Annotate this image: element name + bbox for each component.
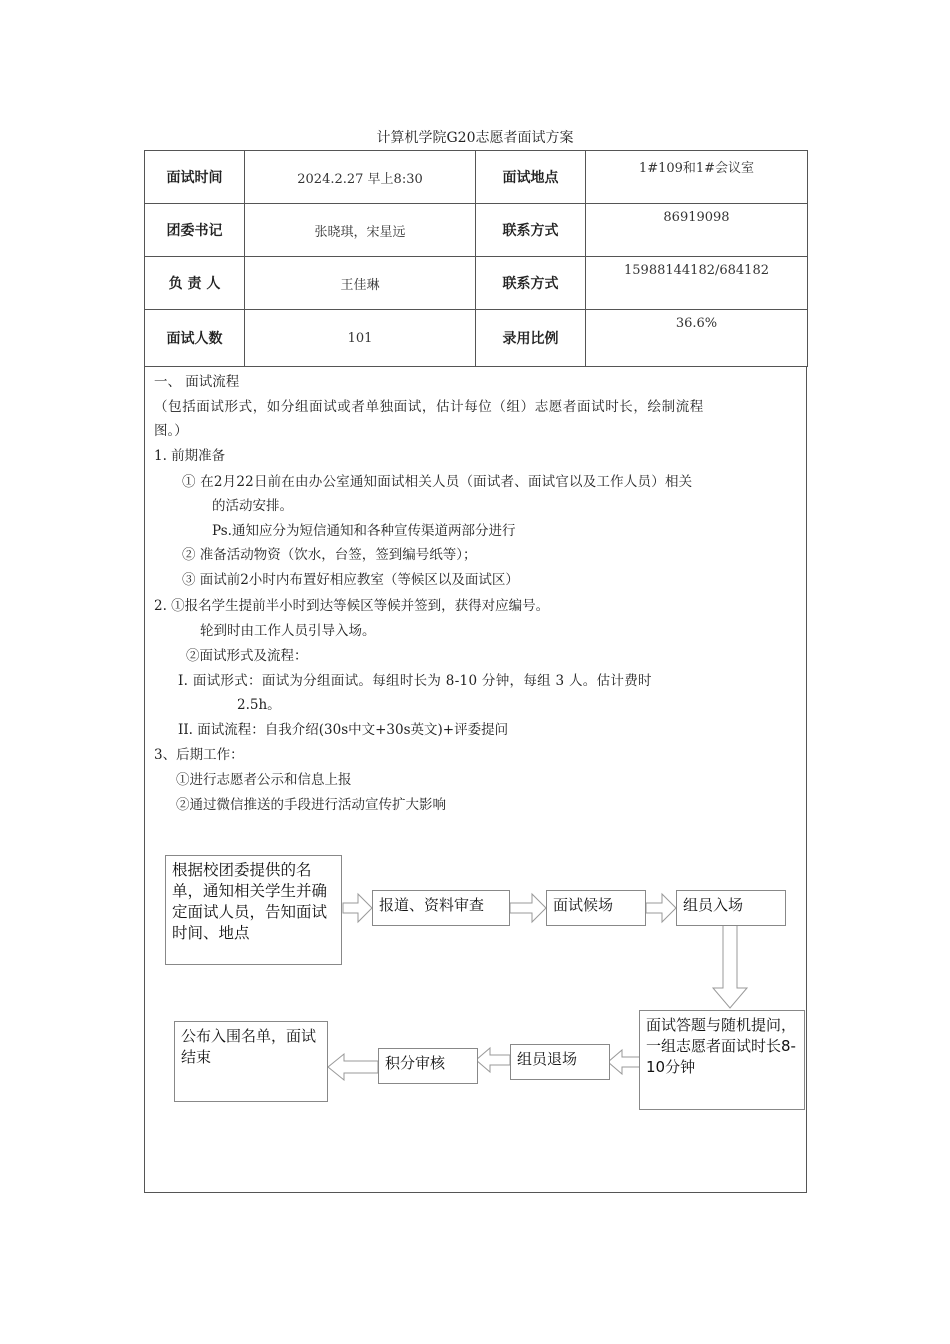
body-line: 图。） [154, 423, 188, 439]
value-admission-ratio: 36.6% [586, 310, 808, 367]
body-line: 轮到时由工作人员引导入场。 [200, 623, 376, 639]
section-heading-process: 一、 面试流程 [154, 374, 240, 390]
value-secretary: 张晓琪，宋星远 [245, 204, 476, 257]
flow-box-notify: 根据校团委提供的名单，通知相关学生并确定面试人员，告知面试时间、地点 [165, 855, 342, 965]
value-person-in-charge: 王佳琳 [245, 257, 476, 310]
table-row [145, 151, 808, 204]
flow-box-waiting: 面试候场 [546, 890, 646, 926]
body-line: 的活动安排。 [212, 498, 293, 514]
label-contact-1: 联系方式 [476, 204, 586, 257]
label-interview-time: 面试时间 [145, 151, 245, 204]
body-line: II. 面试流程：自我介绍(30s中文+30s英文)+评委提问 [178, 722, 509, 738]
body-line: Ps.通知应分为短信通知和各种宣传渠道两部分进行 [212, 523, 516, 539]
value-contact-1: 86919098 [586, 204, 808, 257]
table-row [145, 257, 808, 310]
flow-box-scoring: 积分审核 [378, 1048, 478, 1084]
label-admission-ratio: 录用比例 [476, 310, 586, 367]
table-row [145, 204, 808, 257]
flow-box-publish: 公布入围名单，面试结束 [174, 1021, 328, 1102]
value-interview-count: 101 [245, 310, 476, 367]
label-person-in-charge: 负 责 人 [145, 257, 245, 310]
flow-box-enter: 组员入场 [676, 890, 786, 926]
body-line: （包括面试形式，如分组面试或者单独面试，估计每位（组）志愿者面试时长，绘制流程 [154, 399, 704, 415]
body-line: I. 面试形式：面试为分组面试。每组时长为 8-10 分钟，每组 3 人。估计费时 [178, 673, 652, 689]
body-line: ③ 面试前2小时内布置好相应教室（等候区以及面试区） [182, 572, 519, 588]
subheading-preparation: 1. 前期准备 [154, 448, 226, 464]
label-contact-2: 联系方式 [476, 257, 586, 310]
table-row [145, 310, 808, 367]
body-line: ②面试形式及流程： [186, 648, 308, 664]
body-line: 2. ①报名学生提前半小时到达等候区等候并签到，获得对应编号。 [154, 598, 550, 614]
document-title: 计算机学院G20志愿者面试方案 [376, 130, 574, 146]
value-interview-place: 1#109和1#会议室 [586, 151, 808, 204]
info-table [144, 150, 808, 367]
value-interview-time: 2024.2.27 早上8:30 [245, 151, 476, 204]
flow-box-check-in: 报道、资料审查 [372, 890, 510, 926]
flow-box-exit: 组员退场 [510, 1044, 610, 1080]
body-line: 2.5h。 [237, 697, 281, 713]
label-secretary: 团委书记 [145, 204, 245, 257]
flow-box-interview: 面试答题与随机提问，一组志愿者面试时长8-10分钟 [639, 1010, 805, 1110]
label-interview-count: 面试人数 [145, 310, 245, 367]
subheading-followup: 3、后期工作： [154, 747, 244, 763]
label-interview-place: 面试地点 [476, 151, 586, 204]
body-line: ①进行志愿者公示和信息上报 [176, 772, 352, 788]
value-contact-2: 15988144182/684182 [586, 257, 808, 310]
body-line: ① 在2月22日前在由办公室通知面试相关人员（面试者、面试官以及工作人员）相关 [182, 474, 693, 490]
body-line: ② 准备活动物资（饮水，台签，签到编号纸等）； [182, 547, 477, 563]
body-line: ②通过微信推送的手段进行活动宣传扩大影响 [176, 797, 446, 813]
